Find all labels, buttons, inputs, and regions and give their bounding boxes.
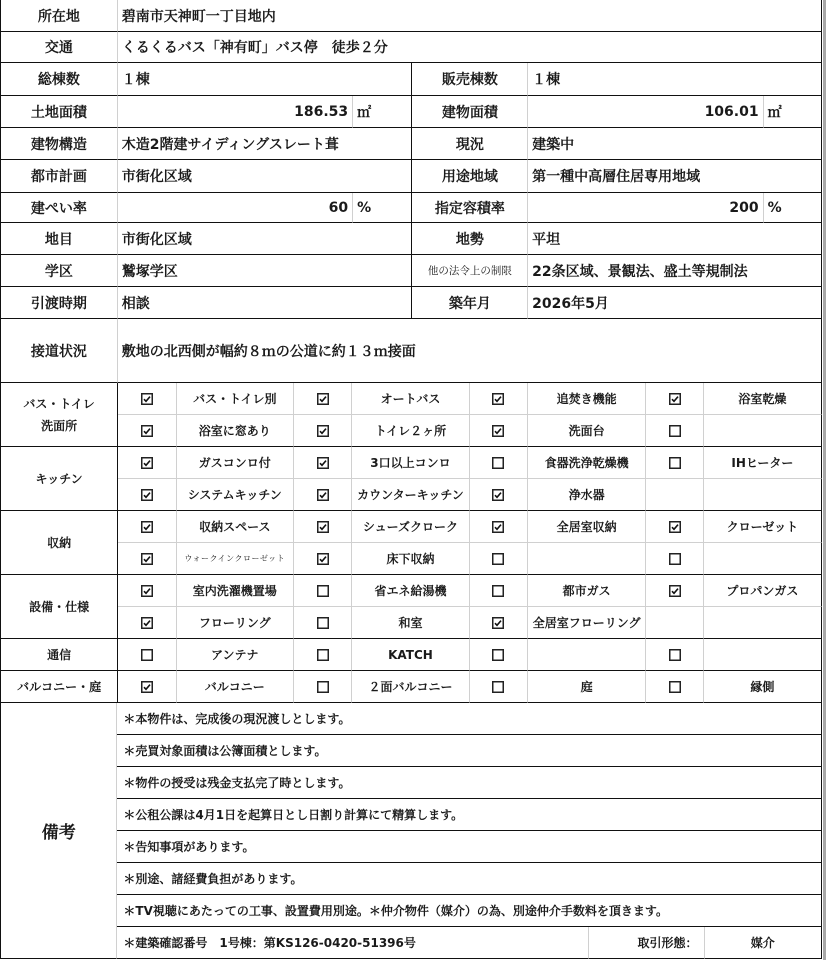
checkbox-cell <box>646 415 704 447</box>
checkbox-checked[interactable] <box>492 489 504 501</box>
checked-box-icon <box>141 617 153 629</box>
row-location <box>1 0 822 32</box>
checked-box-icon <box>669 521 681 533</box>
checkbox-checked[interactable] <box>317 553 329 565</box>
row-ratios <box>1 193 822 223</box>
floor-area-ratio-value: 200 <box>528 193 763 223</box>
remark-line: ＊本物件は、完成後の現況渡しとします。 <box>117 703 822 735</box>
checkbox-unchecked[interactable] <box>492 553 504 565</box>
checkbox-unchecked[interactable] <box>492 681 504 693</box>
feature-label: ２面バルコニー <box>352 671 469 703</box>
checked-box-icon <box>141 681 153 693</box>
checked-box-icon <box>141 393 153 405</box>
sale-buildings-value: １棟 <box>528 63 822 96</box>
checkbox-unchecked[interactable] <box>492 585 504 597</box>
legal-restrictions-label: 他の法令上の制限 <box>412 255 528 287</box>
remark-row <box>1 703 822 735</box>
feature-label: ウォークインクローゼット <box>177 543 294 575</box>
checkbox-cell <box>470 415 529 447</box>
remark-row <box>1 831 822 863</box>
remark-line: ＊TV視聴にあたっての工事、設置費用別途。＊仲介物件（媒介）の為、別途仲介手数料を頂きます。 <box>117 895 822 927</box>
delivery-label: 引渡時期 <box>1 287 118 319</box>
feature-row <box>1 447 822 479</box>
feature-label <box>704 639 822 671</box>
city-planning-value: 市街化区域 <box>118 160 413 193</box>
city-planning-label: 都市計画 <box>1 160 118 193</box>
location-label: 所在地 <box>1 0 118 32</box>
checkbox-cell <box>294 575 353 607</box>
checkbox-checked[interactable] <box>317 489 329 501</box>
checkbox-cell <box>294 607 353 639</box>
checked-box-icon <box>317 553 329 565</box>
land-category-label: 地目 <box>1 223 118 255</box>
checkbox-cell <box>118 639 177 671</box>
row-structure <box>1 128 822 160</box>
structure-label: 建物構造 <box>1 128 118 160</box>
checkbox-cell <box>118 543 177 575</box>
row-area <box>1 96 822 128</box>
row-road-access <box>1 319 822 383</box>
structure-value: 木造2階建サイディングスレート葺 <box>118 128 413 160</box>
empty-box-icon <box>492 585 504 597</box>
checkbox-cell <box>470 511 529 543</box>
row-delivery <box>1 287 822 319</box>
feature-label: 全居室フローリング <box>528 607 646 639</box>
checkbox-cell <box>118 447 177 479</box>
legal-restrictions-value: 22条区域、景観法、盛土等規制法 <box>528 255 822 287</box>
checkbox-unchecked[interactable] <box>669 649 681 661</box>
feature-label: バス・トイレ別 <box>177 383 294 415</box>
checked-box-icon <box>317 489 329 501</box>
feature-label: 床下収納 <box>352 543 469 575</box>
feature-label: 洗面台 <box>528 415 646 447</box>
traffic-label: 交通 <box>1 32 118 63</box>
status-value: 建築中 <box>528 128 822 160</box>
land-category-value: 市街化区域 <box>118 223 413 255</box>
checkbox-checked[interactable] <box>317 393 329 405</box>
empty-box-icon <box>141 649 153 661</box>
checkbox-cell <box>294 511 353 543</box>
checkbox-unchecked[interactable] <box>669 553 681 565</box>
remark-line: ＊物件の授受は残金支払完了時とします。 <box>117 767 822 799</box>
checked-box-icon <box>141 457 153 469</box>
land-area-unit: ㎡ <box>353 96 412 128</box>
feature-label: 和室 <box>352 607 469 639</box>
checkbox-checked[interactable] <box>317 521 329 533</box>
feature-row <box>1 479 822 511</box>
feature-category-label: 設備・仕様 <box>1 575 118 639</box>
zoning-value: 第一種中高層住居専用地域 <box>528 160 822 193</box>
features-checklist <box>0 383 822 703</box>
feature-label: 3口以上コンロ <box>352 447 469 479</box>
checkbox-cell <box>646 575 704 607</box>
floor-area-ratio-unit: % <box>764 193 822 223</box>
checkbox-cell <box>294 383 353 415</box>
checkbox-checked[interactable] <box>141 425 153 437</box>
remark-row <box>1 799 822 831</box>
feature-label: 食器洗浄乾燥機 <box>528 447 646 479</box>
coverage-ratio-unit: % <box>353 193 412 223</box>
status-label: 現況 <box>412 128 528 160</box>
delivery-value: 相談 <box>118 287 413 319</box>
remark-row-confirmation <box>1 927 822 959</box>
checked-box-icon <box>141 521 153 533</box>
feature-label: 都市ガス <box>528 575 646 607</box>
feature-label <box>528 639 646 671</box>
zoning-label: 用途地域 <box>412 160 528 193</box>
checkbox-checked[interactable] <box>141 553 153 565</box>
total-buildings-value: １棟 <box>118 63 413 96</box>
feature-category-label: バス・トイレ 洗面所 <box>1 383 118 447</box>
building-area-value: 106.01 <box>528 96 763 128</box>
school-district-value: 鷲塚学区 <box>118 255 413 287</box>
feature-category-label: キッチン <box>1 447 118 511</box>
empty-box-icon <box>669 457 681 469</box>
features-body <box>1 383 822 703</box>
checked-box-icon <box>141 553 153 565</box>
checkbox-unchecked[interactable] <box>317 681 329 693</box>
checkbox-checked[interactable] <box>669 393 681 405</box>
remark-row <box>1 735 822 767</box>
checked-box-icon <box>317 425 329 437</box>
checkbox-checked[interactable] <box>492 425 504 437</box>
feature-label: 収納スペース <box>177 511 294 543</box>
built-value: 2026年5月 <box>528 287 822 319</box>
floor-area-ratio-label: 指定容積率 <box>412 193 528 223</box>
checkbox-checked[interactable] <box>669 585 681 597</box>
coverage-ratio-value: 60 <box>118 193 353 223</box>
empty-box-icon <box>669 681 681 693</box>
empty-box-icon <box>317 649 329 661</box>
feature-label <box>528 543 646 575</box>
checkbox-cell <box>470 607 529 639</box>
checkbox-checked[interactable] <box>317 457 329 469</box>
built-label: 築年月 <box>412 287 528 319</box>
remark-row <box>1 863 822 895</box>
feature-label <box>704 543 822 575</box>
property-info-table <box>0 0 822 383</box>
road-access-value: 敷地の北西側が幅約８ｍの公道に約１３ｍ接面 <box>118 319 822 383</box>
empty-box-icon <box>492 681 504 693</box>
checkbox-cell <box>118 383 177 415</box>
feature-row <box>1 543 822 575</box>
checkbox-unchecked[interactable] <box>141 649 153 661</box>
feature-row <box>1 415 822 447</box>
feature-label: システムキッチン <box>177 479 294 511</box>
checkbox-unchecked[interactable] <box>317 617 329 629</box>
empty-box-icon <box>317 585 329 597</box>
building-confirmation-number: ＊建築確認番号 1号棟：第KS126-0420-51396号 <box>117 927 589 959</box>
checkbox-cell <box>646 383 704 415</box>
feature-label: 縁側 <box>704 671 822 703</box>
checkbox-unchecked[interactable] <box>492 649 504 661</box>
transaction-type-value: 媒介 <box>705 927 822 959</box>
row-buildings <box>1 63 822 96</box>
building-area-label: 建物面積 <box>412 96 528 128</box>
feature-row <box>1 607 822 639</box>
land-area-value: 186.53 <box>118 96 353 128</box>
checked-box-icon <box>669 393 681 405</box>
remark-row <box>1 767 822 799</box>
feature-label: カウンターキッチン <box>352 479 469 511</box>
remark-line: ＊告知事項があります。 <box>117 831 822 863</box>
remark-row <box>1 895 822 927</box>
checkbox-cell <box>646 447 704 479</box>
feature-row <box>1 575 822 607</box>
land-area-label: 土地面積 <box>1 96 118 128</box>
checked-box-icon <box>492 425 504 437</box>
feature-row <box>1 383 822 415</box>
feature-label: 浄水器 <box>528 479 646 511</box>
checkbox-checked[interactable] <box>141 457 153 469</box>
checkbox-cell <box>294 543 353 575</box>
location-value: 碧南市天神町一丁目地内 <box>118 0 822 32</box>
checked-box-icon <box>492 393 504 405</box>
checkbox-cell <box>470 575 529 607</box>
checkbox-cell <box>470 479 529 511</box>
checkbox-cell <box>646 479 704 511</box>
checkbox-cell <box>470 639 529 671</box>
feature-label: クローゼット <box>704 511 822 543</box>
checkbox-unchecked[interactable] <box>669 681 681 693</box>
feature-label: オートバス <box>352 383 469 415</box>
checkbox-cell <box>118 671 177 703</box>
feature-label: 追焚き機能 <box>528 383 646 415</box>
checkbox-checked[interactable] <box>141 521 153 533</box>
checkbox-cell <box>118 511 177 543</box>
checkbox-checked[interactable] <box>492 521 504 533</box>
checkbox-cell <box>470 543 529 575</box>
checkbox-cell <box>646 639 704 671</box>
feature-label <box>704 479 822 511</box>
checkbox-checked[interactable] <box>317 425 329 437</box>
feature-label: シューズクローク <box>352 511 469 543</box>
checkbox-cell <box>294 415 353 447</box>
checkbox-cell <box>294 671 353 703</box>
feature-label: 庭 <box>528 671 646 703</box>
sale-buildings-label: 販売棟数 <box>412 63 528 96</box>
checkbox-checked[interactable] <box>141 393 153 405</box>
feature-label: プロパンガス <box>704 575 822 607</box>
checkbox-unchecked[interactable] <box>669 425 681 437</box>
feature-label: 省エネ給湯機 <box>352 575 469 607</box>
checkbox-unchecked[interactable] <box>317 649 329 661</box>
feature-label: KATCH <box>352 639 469 671</box>
feature-label: 浴室に窓あり <box>177 415 294 447</box>
remark-line: ＊別途、諸経費負担があります。 <box>117 863 822 895</box>
checked-box-icon <box>317 457 329 469</box>
feature-label <box>704 607 822 639</box>
empty-box-icon <box>669 553 681 565</box>
empty-box-icon <box>317 681 329 693</box>
checkbox-checked[interactable] <box>141 585 153 597</box>
feature-label: 室内洗濯機置場 <box>177 575 294 607</box>
checkbox-cell <box>646 671 704 703</box>
remark-line: ＊売買対象面積は公簿面積とします。 <box>117 735 822 767</box>
remarks-table <box>0 703 822 959</box>
feature-label: ガスコンロ付 <box>177 447 294 479</box>
row-land <box>1 223 822 255</box>
row-traffic <box>1 32 822 63</box>
feature-label: アンテナ <box>177 639 294 671</box>
row-school <box>1 255 822 287</box>
feature-category-label: バルコニー・庭 <box>1 671 118 703</box>
empty-box-icon <box>317 617 329 629</box>
checkbox-cell <box>470 671 529 703</box>
checked-box-icon <box>669 585 681 597</box>
checkbox-checked[interactable] <box>492 617 504 629</box>
feature-label: 全居室収納 <box>528 511 646 543</box>
checked-box-icon <box>141 585 153 597</box>
checked-box-icon <box>141 425 153 437</box>
coverage-ratio-label: 建ぺい率 <box>1 193 118 223</box>
checkbox-cell <box>118 415 177 447</box>
checkbox-checked[interactable] <box>141 617 153 629</box>
checked-box-icon <box>492 521 504 533</box>
traffic-value: くるくるバス「神有町」バス停 徒歩２分 <box>118 32 822 63</box>
checkbox-checked[interactable] <box>492 393 504 405</box>
checkbox-cell <box>294 639 353 671</box>
feature-label: 浴室乾燥 <box>704 383 822 415</box>
checkbox-cell <box>470 447 529 479</box>
feature-category-label: 収納 <box>1 511 118 575</box>
road-access-label: 接道状況 <box>1 319 118 383</box>
checked-box-icon <box>492 617 504 629</box>
remarks-label: 備考 <box>1 703 117 959</box>
feature-category-label: 通信 <box>1 639 118 671</box>
checkbox-cell <box>646 607 704 639</box>
feature-label: トイレ２ヶ所 <box>352 415 469 447</box>
checkbox-cell <box>294 479 353 511</box>
school-district-label: 学区 <box>1 255 118 287</box>
feature-label: フローリング <box>177 607 294 639</box>
checkbox-checked[interactable] <box>141 489 153 501</box>
checkbox-checked[interactable] <box>141 681 153 693</box>
feature-row <box>1 511 822 543</box>
checkbox-cell <box>118 575 177 607</box>
remarks-body <box>1 703 822 959</box>
checkbox-unchecked[interactable] <box>492 457 504 469</box>
terrain-value: 平坦 <box>528 223 822 255</box>
terrain-label: 地勢 <box>412 223 528 255</box>
checked-box-icon <box>317 393 329 405</box>
feature-label: IHヒーター <box>704 447 822 479</box>
checked-box-icon <box>141 489 153 501</box>
checked-box-icon <box>317 521 329 533</box>
checkbox-cell <box>646 511 704 543</box>
checked-box-icon <box>492 489 504 501</box>
feature-row <box>1 671 822 703</box>
checkbox-cell <box>470 383 529 415</box>
feature-row <box>1 639 822 671</box>
checkbox-unchecked[interactable] <box>317 585 329 597</box>
transaction-type-label: 取引形態： <box>589 927 704 959</box>
row-planning <box>1 160 822 193</box>
checkbox-cell <box>118 479 177 511</box>
checkbox-unchecked[interactable] <box>669 457 681 469</box>
checkbox-checked[interactable] <box>669 521 681 533</box>
building-area-unit: ㎡ <box>764 96 822 128</box>
empty-box-icon <box>492 553 504 565</box>
total-buildings-label: 総棟数 <box>1 63 118 96</box>
empty-box-icon <box>669 649 681 661</box>
checkbox-cell <box>294 447 353 479</box>
empty-box-icon <box>492 457 504 469</box>
feature-label: バルコニー <box>177 671 294 703</box>
remark-line: ＊公租公課は4月1日を起算日とし日割り計算にて精算します。 <box>117 799 822 831</box>
empty-box-icon <box>492 649 504 661</box>
checkbox-cell <box>118 607 177 639</box>
feature-label <box>704 415 822 447</box>
empty-box-icon <box>669 425 681 437</box>
checkbox-cell <box>646 543 704 575</box>
